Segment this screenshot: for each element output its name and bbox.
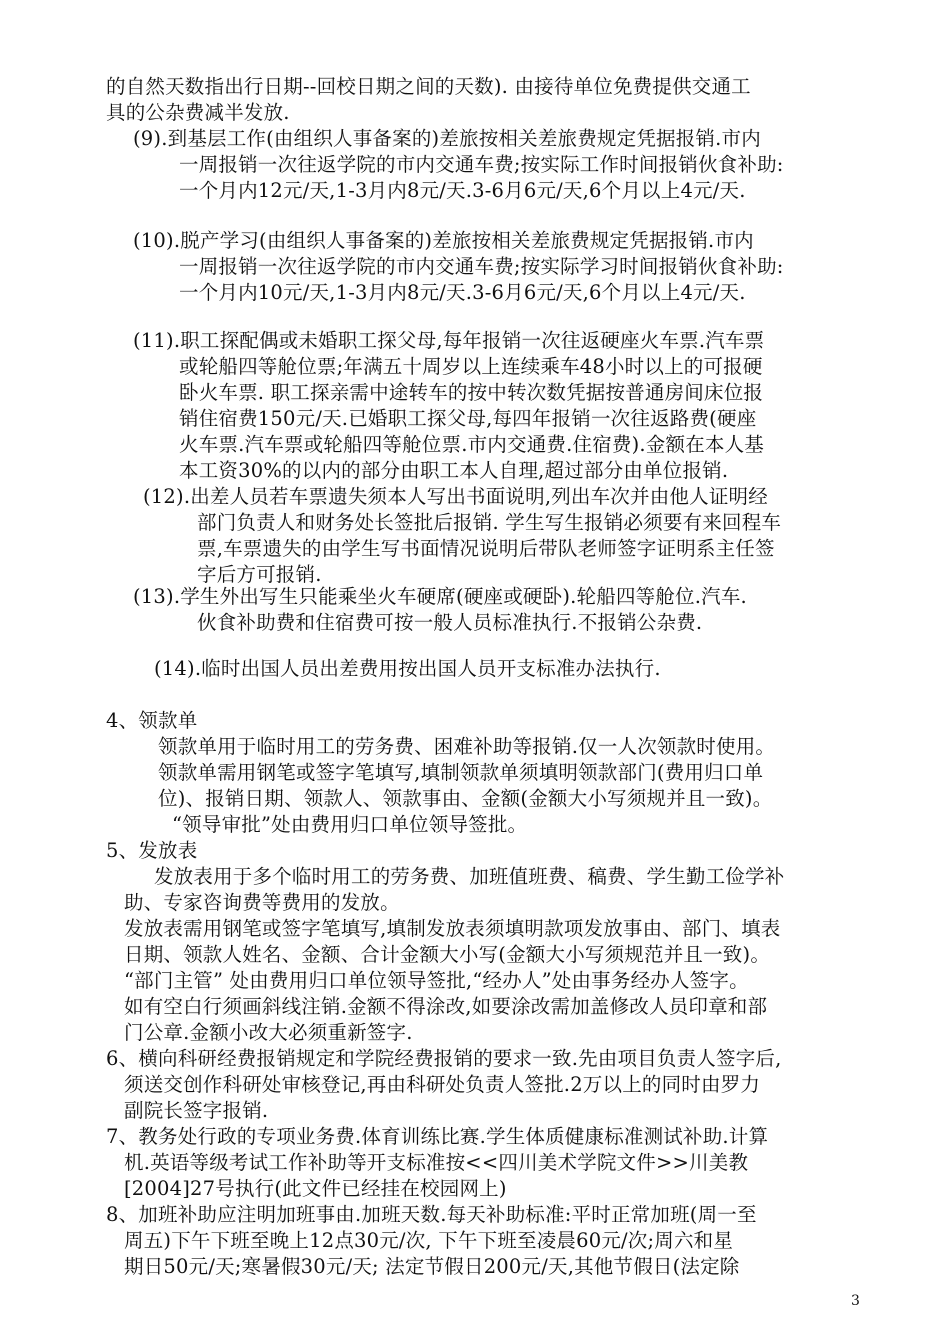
- text-line: 部门负责人和财务处长签批后报销. 学生写生报销必须要有来回程车: [197, 511, 782, 534]
- text-line: 或轮船四等舱位票;年满五十周岁以上连续乘车48小时以上的可报硬: [179, 355, 763, 378]
- text-line: 具的公杂费减半发放.: [106, 101, 290, 124]
- text-line: 一个月内10元/天,1-3月内8元/天.3-6月6元/天,6个月以上4元/天.: [179, 281, 746, 304]
- text-line: 一周报销一次往返学院的市内交通车费;按实际工作时间报销伙食补助:: [179, 153, 784, 176]
- text-line: (9).到基层工作(由组织人事备案的)差旅按相关差旅费规定凭据报销.市内: [133, 127, 761, 150]
- text-line: 火车票.汽车票或轮船四等舱位票.市内交通费.住宿费).金额在本人基: [179, 433, 765, 456]
- text-line: 周五)下午下班至晚上12点30元/次, 下午下班至凌晨60元/次;周六和星: [124, 1229, 734, 1252]
- text-line: (13).学生外出写生只能乘坐火车硬席(硬座或硬卧).轮船四等舱位.汽车.: [133, 585, 747, 608]
- text-line: 票,车票遗失的由学生写书面情况说明后带队老师签字证明系主任签: [197, 537, 775, 560]
- text-line: 领款单需用钢笔或签字笔填写,填制领款单须填明领款部门(费用归口单: [158, 761, 764, 784]
- text-line: 位)、报销日期、领款人、领款事由、金额(金额大小写须规并且一致)。: [158, 787, 773, 810]
- text-line: 的自然天数指出行日期--回校日期之间的天数). 由接待单位免费提供交通工: [106, 75, 751, 98]
- text-line: 副院长签字报销.: [124, 1099, 269, 1122]
- text-line: [2004]27号执行(此文件已经挂在校园网上): [124, 1177, 507, 1200]
- text-line: 发放表用于多个临时用工的劳务费、加班值班费、稿费、学生勤工俭学补: [154, 865, 785, 888]
- text-line: 门公章.金额小改大必须重新签字.: [124, 1021, 413, 1044]
- section-heading-4: 4、领款单: [106, 709, 198, 732]
- text-line: “领导审批”处由费用归口单位领导签批。: [172, 813, 528, 836]
- text-line: (11).职工探配偶或未婚职工探父母,每年报销一次往返硬座火车票.汽车票: [133, 329, 765, 352]
- text-line: 期日50元/天;寒暑假30元/天; 法定节假日200元/天,其他节假日(法定除: [124, 1255, 740, 1278]
- section-heading-6: 6、横向科研经费报销规定和学院经费报销的要求一致.先由项目负责人签字后,: [106, 1047, 782, 1070]
- page-number: 3: [851, 1293, 860, 1309]
- section-heading-8: 8、加班补助应注明加班事由.加班天数.每天补助标准:平时正常加班(周一至: [106, 1203, 757, 1226]
- text-line: 字后方可报销.: [197, 563, 322, 586]
- text-line: 发放表需用钢笔或签字笔填写,填制发放表须填明款项发放事由、部门、填表: [124, 917, 781, 940]
- text-line: 一周报销一次往返学院的市内交通车费;按实际学习时间报销伙食补助:: [179, 255, 784, 278]
- text-line: 伙食补助费和住宿费可按一般人员标准执行.不报销公杂费.: [197, 611, 703, 634]
- text-line: (14).临时出国人员出差费用按出国人员开支标准办法执行.: [154, 657, 661, 680]
- text-line: 日期、领款人姓名、金额、合计金额大小写(金额大小写须规范并且一致)。: [124, 943, 771, 966]
- text-line: 机.英语等级考试工作补助等开支标准按<<四川美术学院文件>>川美教: [124, 1151, 749, 1174]
- text-line: 助、专家咨询费等费用的发放。: [124, 891, 400, 914]
- text-line: “部门主管” 处由费用归口单位领导签批,“经办人”处由事务经办人签字。: [124, 969, 749, 992]
- text-line: 如有空白行须画斜线注销.金额不得涂改,如要涂改需加盖修改人员印章和部: [124, 995, 768, 1018]
- text-line: (12).出差人员若车票遗失须本人写出书面说明,列出车次并由他人证明经: [143, 485, 768, 508]
- section-heading-5: 5、发放表: [106, 839, 198, 862]
- section-heading-7: 7、教务处行政的专项业务费.体育训练比赛.学生体质健康标准测试补助.计算: [106, 1125, 769, 1148]
- text-line: (10).脱产学习(由组织人事备案的)差旅按相关差旅费规定凭据报销.市内: [133, 229, 754, 252]
- text-line: 卧火车票. 职工探亲需中途转车的按中转次数凭据按普通房间床位报: [179, 381, 764, 404]
- text-line: 本工资30%的以内的部分由职工本人自理,超过部分由单位报销.: [179, 459, 729, 482]
- text-line: 领款单用于临时用工的劳务费、困难补助等报销.仅一人次领款时使用。: [158, 735, 776, 758]
- text-line: 销住宿费150元/天.已婚职工探父母,每四年报销一次往返路费(硬座: [179, 407, 757, 430]
- text-line: 一个月内12元/天,1-3月内8元/天.3-6月6元/天,6个月以上4元/天.: [179, 179, 746, 202]
- text-line: 须送交创作科研处审核登记,再由科研处负责人签批.2万以上的同时由罗力: [124, 1073, 761, 1096]
